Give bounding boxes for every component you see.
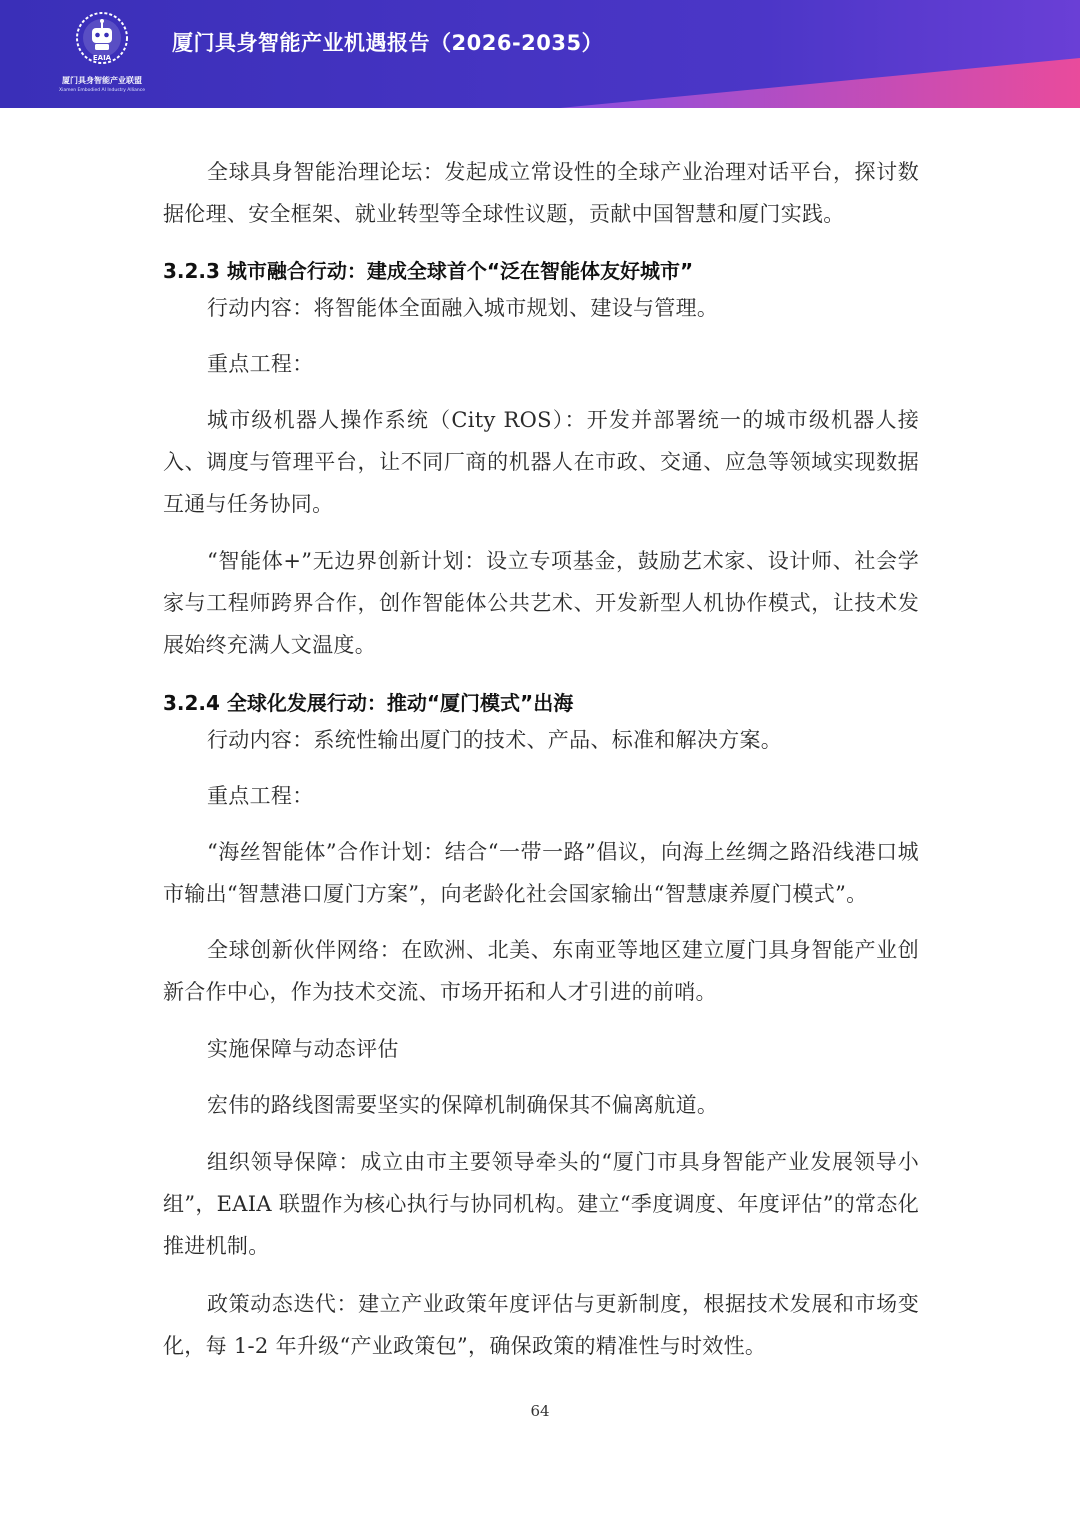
paragraph-maritime-silk: “海丝智能体”合作计划：结合“一带一路”倡议，向海上丝绸之路沿线港口城市输出“智慧港口厦门方案”，向老龄化社会国家输出“智慧康养厦门模式”。 [163, 840, 919, 906]
paragraph-global-partner: 全球创新伙伴网络：在欧洲、北美、东南亚等地区建立厦门具身智能产业创新合作中心，作为技术交流、市场开拓和人才引进的前哨。 [163, 938, 919, 1004]
report-title: 厦门具身智能产业机遇报告（2026-2035） [172, 31, 604, 55]
section-heading-3-2-4: 3.2.4 全球化发展行动：推动“厦门模式”出海 [163, 691, 574, 715]
alliance-name-en: Xiamen Embodied AI Industry Alliance [59, 88, 145, 93]
page-header [0, 0, 1080, 108]
logo-badge-text: EAIA [92, 54, 112, 62]
alliance-logo [52, 10, 152, 98]
alliance-name: 厦门具身智能产业联盟 [62, 76, 142, 85]
paragraph-action-content-323: 行动内容：将智能体全面融入城市规划、建设与管理。 [207, 296, 719, 320]
paragraph-governance-forum: 全球具身智能治理论坛：发起成立常设性的全球产业治理对话平台，探讨数据伦理、安全框架、就业转型等全球性议题，贡献中国智慧和厦门实践。 [163, 160, 919, 226]
paragraph-policy: 政策动态迭代：建立产业政策年度评估与更新制度，根据技术发展和市场变化，每 1-2 年升级“产业政策包”，确保政策的精准性与时效性。 [163, 1292, 919, 1358]
paragraph-agent-plus: “智能体+”无边界创新计划：设立专项基金，鼓励艺术家、设计师、社会学家与工程师跨界合作，创作智能体公共艺术、开发新型人机协作模式，让技术发展始终充满人文温度。 [163, 549, 919, 657]
paragraph-action-content-324: 行动内容：系统性输出厦门的技术、产品、标准和解决方案。 [207, 728, 783, 752]
paragraph-city-ros: 城市级机器人操作系统（City ROS）：开发并部署统一的城市级机器人接入、调度与管理平台，让不同厂商的机器人在市政、交通、应急等领域实现数据互通与任务协同。 [163, 408, 919, 516]
paragraph-key-projects-324: 重点工程： [207, 784, 314, 808]
page-number: 64 [530, 1402, 550, 1420]
paragraph-key-projects-323: 重点工程： [207, 352, 314, 376]
section-heading-3-2-3: 3.2.3 城市融合行动：建成全球首个“泛在智能体友好城市” [163, 259, 694, 283]
paragraph-organization: 组织领导保障：成立由市主要领导牵头的“厦门市具身智能产业发展领导小组”，EAIA 联盟作为核心执行与协同机构。建立“季度调度、年度评估”的常态化推进机制。 [163, 1150, 919, 1258]
paragraph-roadmap: 宏伟的路线图需要坚实的保障机制确保其不偏离航道。 [207, 1093, 719, 1117]
robot-badge-icon [76, 10, 128, 70]
paragraph-implementation: 实施保障与动态评估 [207, 1037, 399, 1061]
